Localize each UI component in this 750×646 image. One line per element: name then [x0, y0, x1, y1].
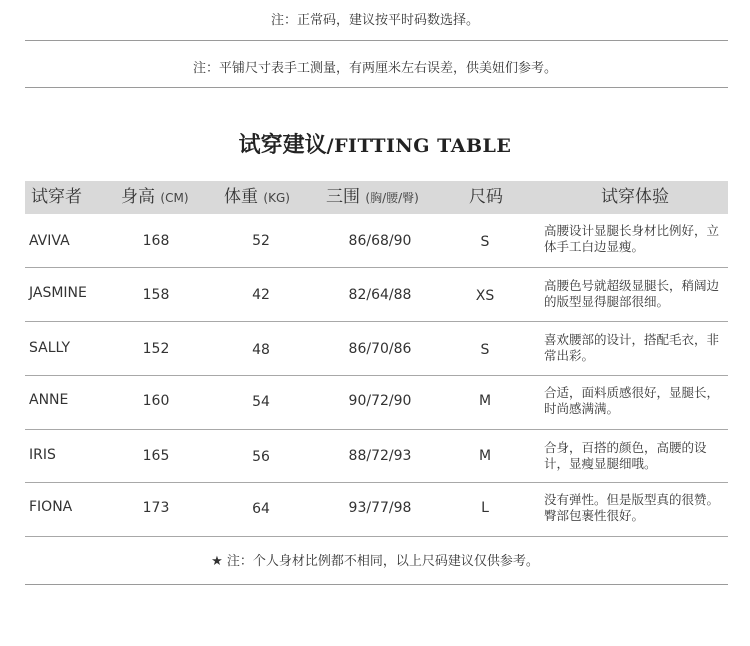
row-weight: 52	[252, 233, 270, 249]
divider	[25, 40, 728, 41]
row-weight: 56	[252, 449, 270, 465]
row-name: AVIVA	[29, 233, 70, 249]
header-weight-unit: (KG)	[263, 191, 290, 205]
row-size: S	[480, 234, 490, 250]
row-feedback: 没有弹性。但是版型真的很赞。臀部包裹性很好。	[544, 492, 720, 523]
header-height-label: 身高	[121, 187, 155, 207]
header-name: 试穿者	[31, 187, 82, 207]
row-weight: 64	[252, 501, 270, 517]
row-weight: 42	[252, 287, 270, 303]
row-feedback: 合适，面料质感很好，显腿长，时尚感满满。	[544, 385, 720, 416]
row-weight: 48	[252, 342, 270, 358]
row-measure: 86/70/86	[348, 341, 412, 357]
header-feedback: 试穿体验	[601, 187, 669, 207]
table-row	[25, 322, 728, 376]
row-feedback: 喜欢腰部的设计，搭配毛衣，非常出彩。	[544, 332, 720, 363]
divider	[25, 87, 728, 88]
table-row	[25, 483, 728, 537]
row-height: 165	[142, 448, 170, 464]
title-zh: 试穿建议	[238, 133, 327, 158]
row-weight: 54	[252, 394, 270, 410]
table-header	[25, 181, 728, 214]
header-weight	[224, 181, 290, 214]
divider	[25, 584, 728, 585]
page-title	[0, 128, 750, 159]
row-feedback: 高腰设计显腿长身材比例好，立体手工白边显瘦。	[544, 223, 720, 254]
row-size: XS	[475, 288, 495, 304]
row-measure: 93/77/98	[348, 500, 412, 516]
row-size: S	[480, 342, 490, 358]
row-feedback: 高腰色号就超级显腿长，稍阔边的版型显得腿部很细。	[544, 278, 720, 309]
row-size: L	[481, 500, 489, 516]
row-measure: 90/72/90	[348, 393, 412, 409]
row-name: ANNE	[29, 392, 69, 408]
row-size: M	[478, 393, 492, 409]
table-row	[25, 376, 728, 430]
fitting-table	[25, 181, 728, 537]
row-height: 152	[142, 341, 170, 357]
table-row	[25, 214, 728, 268]
row-measure: 88/72/93	[348, 448, 412, 464]
size-note: 注：正常码，建议按平时码数选择。	[270, 13, 479, 28]
table-row	[25, 430, 728, 483]
row-measure: 86/68/90	[348, 233, 412, 249]
row-measure: 82/64/88	[348, 287, 412, 303]
row-height: 158	[142, 287, 170, 303]
header-measure	[326, 181, 419, 214]
row-name: SALLY	[29, 340, 71, 356]
title-en: /FITTING TABLE	[326, 135, 512, 157]
row-name: IRIS	[29, 447, 56, 463]
header-weight-label: 体重	[224, 187, 258, 207]
footer-note: ★ 注：个人身材比例都不相同，以上尺码建议仅供参考。	[211, 554, 539, 569]
row-feedback: 合身，百搭的颜色，高腰的设计，显瘦显腿细哦。	[544, 440, 707, 471]
row-name: FIONA	[29, 499, 73, 515]
header-size: 尺码	[469, 187, 503, 207]
row-height: 160	[142, 393, 170, 409]
row-height: 168	[142, 233, 170, 249]
table-row	[25, 268, 728, 322]
row-height: 173	[142, 500, 170, 516]
header-height	[121, 181, 189, 214]
header-measure-label: 三围	[326, 187, 360, 207]
header-measure-unit: (胸/腰/臀)	[365, 191, 419, 205]
header-height-unit: (CM)	[160, 191, 189, 205]
row-size: M	[478, 448, 492, 464]
measure-note: 注：平铺尺寸表手工测量，有两厘米左右误差，供美妞们参考。	[192, 61, 557, 76]
row-name: JASMINE	[29, 285, 87, 301]
